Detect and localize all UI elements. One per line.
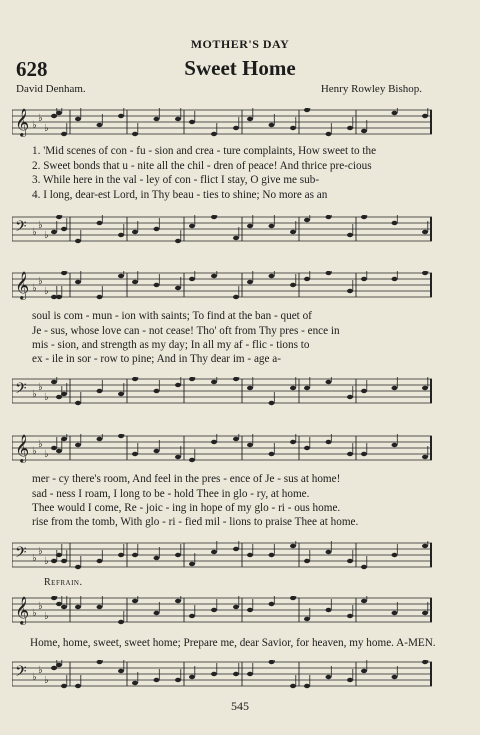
notehead [118,114,124,118]
bass-staff-svg [12,541,432,570]
notehead [132,377,138,381]
notehead [326,608,332,612]
treble-staff-svg [12,434,432,463]
lyric-line: mer - cy there's room, And feel in the pres - ence of Je - sus at home! [32,473,341,485]
lyric-line: 1. 'Mid scenes of con - fu - sion and crea - ture complaints, How sweet to the [32,145,377,157]
notehead [61,559,67,563]
bass-staff [12,541,432,570]
notehead [118,553,124,557]
notehead [132,452,138,456]
notehead [392,277,398,281]
bass-staff [12,377,432,406]
lyric-line: ex - ile in sor - row to pine; And in Thy dear im - age a- [32,353,281,365]
notehead [422,230,428,234]
flat-icon: ♭ [32,672,37,683]
notehead [326,675,332,679]
notehead [290,283,296,287]
notehead [154,389,160,393]
flat-icon: ♭ [32,553,37,564]
notehead [269,274,275,278]
notehead [290,684,296,688]
notehead [97,221,103,225]
notehead [189,458,195,462]
notehead [247,280,253,284]
notehead [326,271,332,275]
notehead [75,280,81,284]
notehead [247,386,253,390]
notehead [61,437,67,441]
flat-icon: ♭ [38,601,43,612]
notehead [304,277,310,281]
notehead [189,614,195,618]
notehead [154,227,160,231]
notehead [56,215,62,219]
notehead [392,553,398,557]
notehead [97,605,103,609]
flat-icon: ♭ [44,230,49,241]
notehead [269,553,275,557]
notehead [175,678,181,682]
notehead [154,678,160,682]
notehead [97,437,103,441]
lyric-line: Thee would I come, Re - joic - ing in hope of my glo - ri - ous home. [32,502,341,514]
treble-staff-svg [12,596,432,625]
refrain-label: Refrain. [44,577,83,588]
notehead [269,660,275,664]
flat-icon: ♭ [38,382,43,393]
notehead [269,123,275,127]
notehead [189,277,195,281]
notehead [290,544,296,548]
notehead [347,289,353,293]
notehead [347,126,353,130]
notehead [211,608,217,612]
section-title: MOTHER'S DAY [190,37,290,51]
notehead [132,599,138,603]
treble-clef-icon: 𝄞 [15,271,30,299]
flat-icon: ♭ [38,546,43,557]
lyric-line: 4. I long, dear-est Lord, in Thy beau - ties to shine; No more as an [32,189,328,201]
notehead [361,129,367,133]
treble-clef-icon: 𝄞 [15,108,30,136]
notehead [422,386,428,390]
flat-icon: ♭ [44,392,49,403]
notehead [51,559,57,563]
notehead [290,596,296,600]
notehead [361,565,367,569]
notehead [304,218,310,222]
flat-icon: ♭ [32,446,37,457]
notehead [56,295,62,299]
notehead [269,224,275,228]
notehead [154,449,160,453]
flat-icon: ♭ [32,120,37,131]
lyric-line: soul is com - mun - ion with saints; To find at the ban - quet of [32,310,312,322]
notehead [392,443,398,447]
notehead [75,605,81,609]
flat-icon: ♭ [44,286,49,297]
notehead [56,553,62,557]
notehead [154,117,160,121]
flat-icon: ♭ [38,276,43,287]
notehead [118,233,124,237]
notehead [361,215,367,219]
notehead [326,132,332,136]
notehead [290,126,296,130]
lyric-line: rise from the tomb, With glo - ri - fied mil - lions to praise Thee at home. [32,516,359,528]
notehead [175,117,181,121]
notehead [247,608,253,612]
notehead [233,437,239,441]
notehead [304,108,310,112]
notehead [75,401,81,405]
notehead [51,114,57,118]
notehead [75,117,81,121]
notehead [347,233,353,237]
notehead [154,283,160,287]
lyricist-credit: David Denham. [16,83,86,95]
notehead [132,230,138,234]
notehead [211,215,217,219]
notehead [97,559,103,563]
notehead [189,675,195,679]
composer-credit: Henry Rowley Bishop. [320,83,422,95]
notehead [56,111,62,115]
notehead [175,553,181,557]
notehead [189,562,195,566]
notehead [347,559,353,563]
treble-clef-icon: 𝄞 [15,596,30,624]
notehead [233,377,239,381]
notehead [392,221,398,225]
notehead [290,230,296,234]
treble-staff [12,434,432,463]
notehead [422,660,428,664]
notehead [422,544,428,548]
notehead [347,395,353,399]
notehead [61,684,67,688]
notehead [326,550,332,554]
notehead [247,553,253,557]
notehead [175,239,181,243]
notehead [347,678,353,682]
flat-icon: ♭ [44,449,49,460]
bass-staff [12,215,432,244]
notehead [247,117,253,121]
notehead [75,239,81,243]
notehead [347,614,353,618]
lyric-line: sad - ness I roam, I long to be - hold Thee in glo - ry, at home. [32,488,310,500]
notehead [211,132,217,136]
notehead [269,602,275,606]
notehead [175,286,181,290]
notehead [132,132,138,136]
notehead [51,380,57,384]
notehead [61,132,67,136]
treble-staff [12,596,432,625]
notehead [290,440,296,444]
flat-icon: ♭ [32,389,37,400]
notehead [361,277,367,281]
flat-icon: ♭ [44,675,49,686]
notehead [361,669,367,673]
notehead [97,295,103,299]
bass-staff [12,660,432,689]
notehead [75,565,81,569]
flat-icon: ♭ [44,123,49,134]
notehead [61,605,67,609]
notehead [347,452,353,456]
notehead [51,230,57,234]
flat-icon: ♭ [44,611,49,622]
notehead [61,271,67,275]
notehead [118,434,124,438]
notehead [247,443,253,447]
bass-clef-icon: 𝄢 [15,544,27,565]
notehead [132,553,138,557]
notehead [118,274,124,278]
notehead [175,383,181,387]
notehead [233,236,239,240]
flat-icon: ♭ [32,227,37,238]
notehead [422,114,428,118]
lyric-line: Je - sus, whose love can - not cease! Tho' oft from Thy pres - ence in [32,325,340,337]
notehead [118,392,124,396]
flat-icon: ♭ [32,283,37,294]
notehead [304,386,310,390]
notehead [361,452,367,456]
lyric-line: mis - sion, and strength as my day; In all my af - flic - tions to [32,339,310,351]
notehead [233,295,239,299]
notehead [189,377,195,381]
flat-icon: ♭ [44,556,49,567]
notehead [75,443,81,447]
notehead [247,224,253,228]
notehead [97,389,103,393]
notehead [118,669,124,673]
notehead [211,380,217,384]
notehead [304,684,310,688]
notehead [97,123,103,127]
treble-staff [12,108,432,137]
flat-icon: ♭ [38,665,43,676]
notehead [304,617,310,621]
notehead [422,271,428,275]
notehead [189,224,195,228]
notehead [326,215,332,219]
notehead [233,672,239,676]
notehead [56,663,62,667]
bass-clef-icon: 𝄢 [15,218,27,239]
notehead [51,666,57,670]
notehead [326,440,332,444]
hymn-number: 628 [16,57,48,81]
notehead [132,280,138,284]
notehead [247,672,253,676]
bass-staff-svg [12,215,432,244]
notehead [61,392,67,396]
notehead [392,386,398,390]
page-number: 545 [231,699,249,713]
notehead [118,620,124,624]
notehead [175,455,181,459]
notehead [75,684,81,688]
notehead [175,599,181,603]
bass-staff-svg [12,377,432,406]
notehead [211,274,217,278]
flat-icon: ♭ [38,220,43,231]
bass-clef-icon: 𝄢 [15,663,27,684]
bass-staff-svg [12,660,432,689]
notehead [97,660,103,664]
lyric-line: 3. While here in the val - ley of con - flict I stay, O give me sub- [32,174,320,186]
notehead [233,547,239,551]
flat-icon: ♭ [38,439,43,450]
notehead [290,386,296,390]
notehead [154,611,160,615]
notehead [422,455,428,459]
treble-staff-svg [12,271,432,300]
notehead [233,126,239,130]
notehead [56,449,62,453]
treble-staff-svg [12,108,432,137]
notehead [132,681,138,685]
bass-clef-icon: 𝄢 [15,380,27,401]
notehead [56,602,62,606]
notehead [61,227,67,231]
notehead [392,675,398,679]
notehead [361,389,367,393]
notehead [51,446,57,450]
notehead [233,605,239,609]
notehead [211,440,217,444]
notehead [211,672,217,676]
flat-icon: ♭ [32,608,37,619]
flat-icon: ♭ [38,113,43,124]
hymn-title: Sweet Home [184,56,296,80]
lyric-line: 2. Sweet bonds that u - nite all the chil - dren of peace! And thrice pre-cious [32,160,372,172]
notehead [304,446,310,450]
notehead [189,120,195,124]
notehead [154,556,160,560]
notehead [304,559,310,563]
notehead [422,611,428,615]
notehead [211,550,217,554]
treble-staff [12,271,432,300]
notehead [269,401,275,405]
notehead [392,111,398,115]
notehead [361,599,367,603]
notehead [269,452,275,456]
refrain-lyric: Home, home, sweet, sweet home; Prepare me, dear Savior, for heaven, my home. A-MEN. [30,637,436,649]
notehead [392,611,398,615]
notehead [51,596,57,600]
notehead [56,395,62,399]
treble-clef-icon: 𝄞 [15,434,30,462]
notehead [326,380,332,384]
